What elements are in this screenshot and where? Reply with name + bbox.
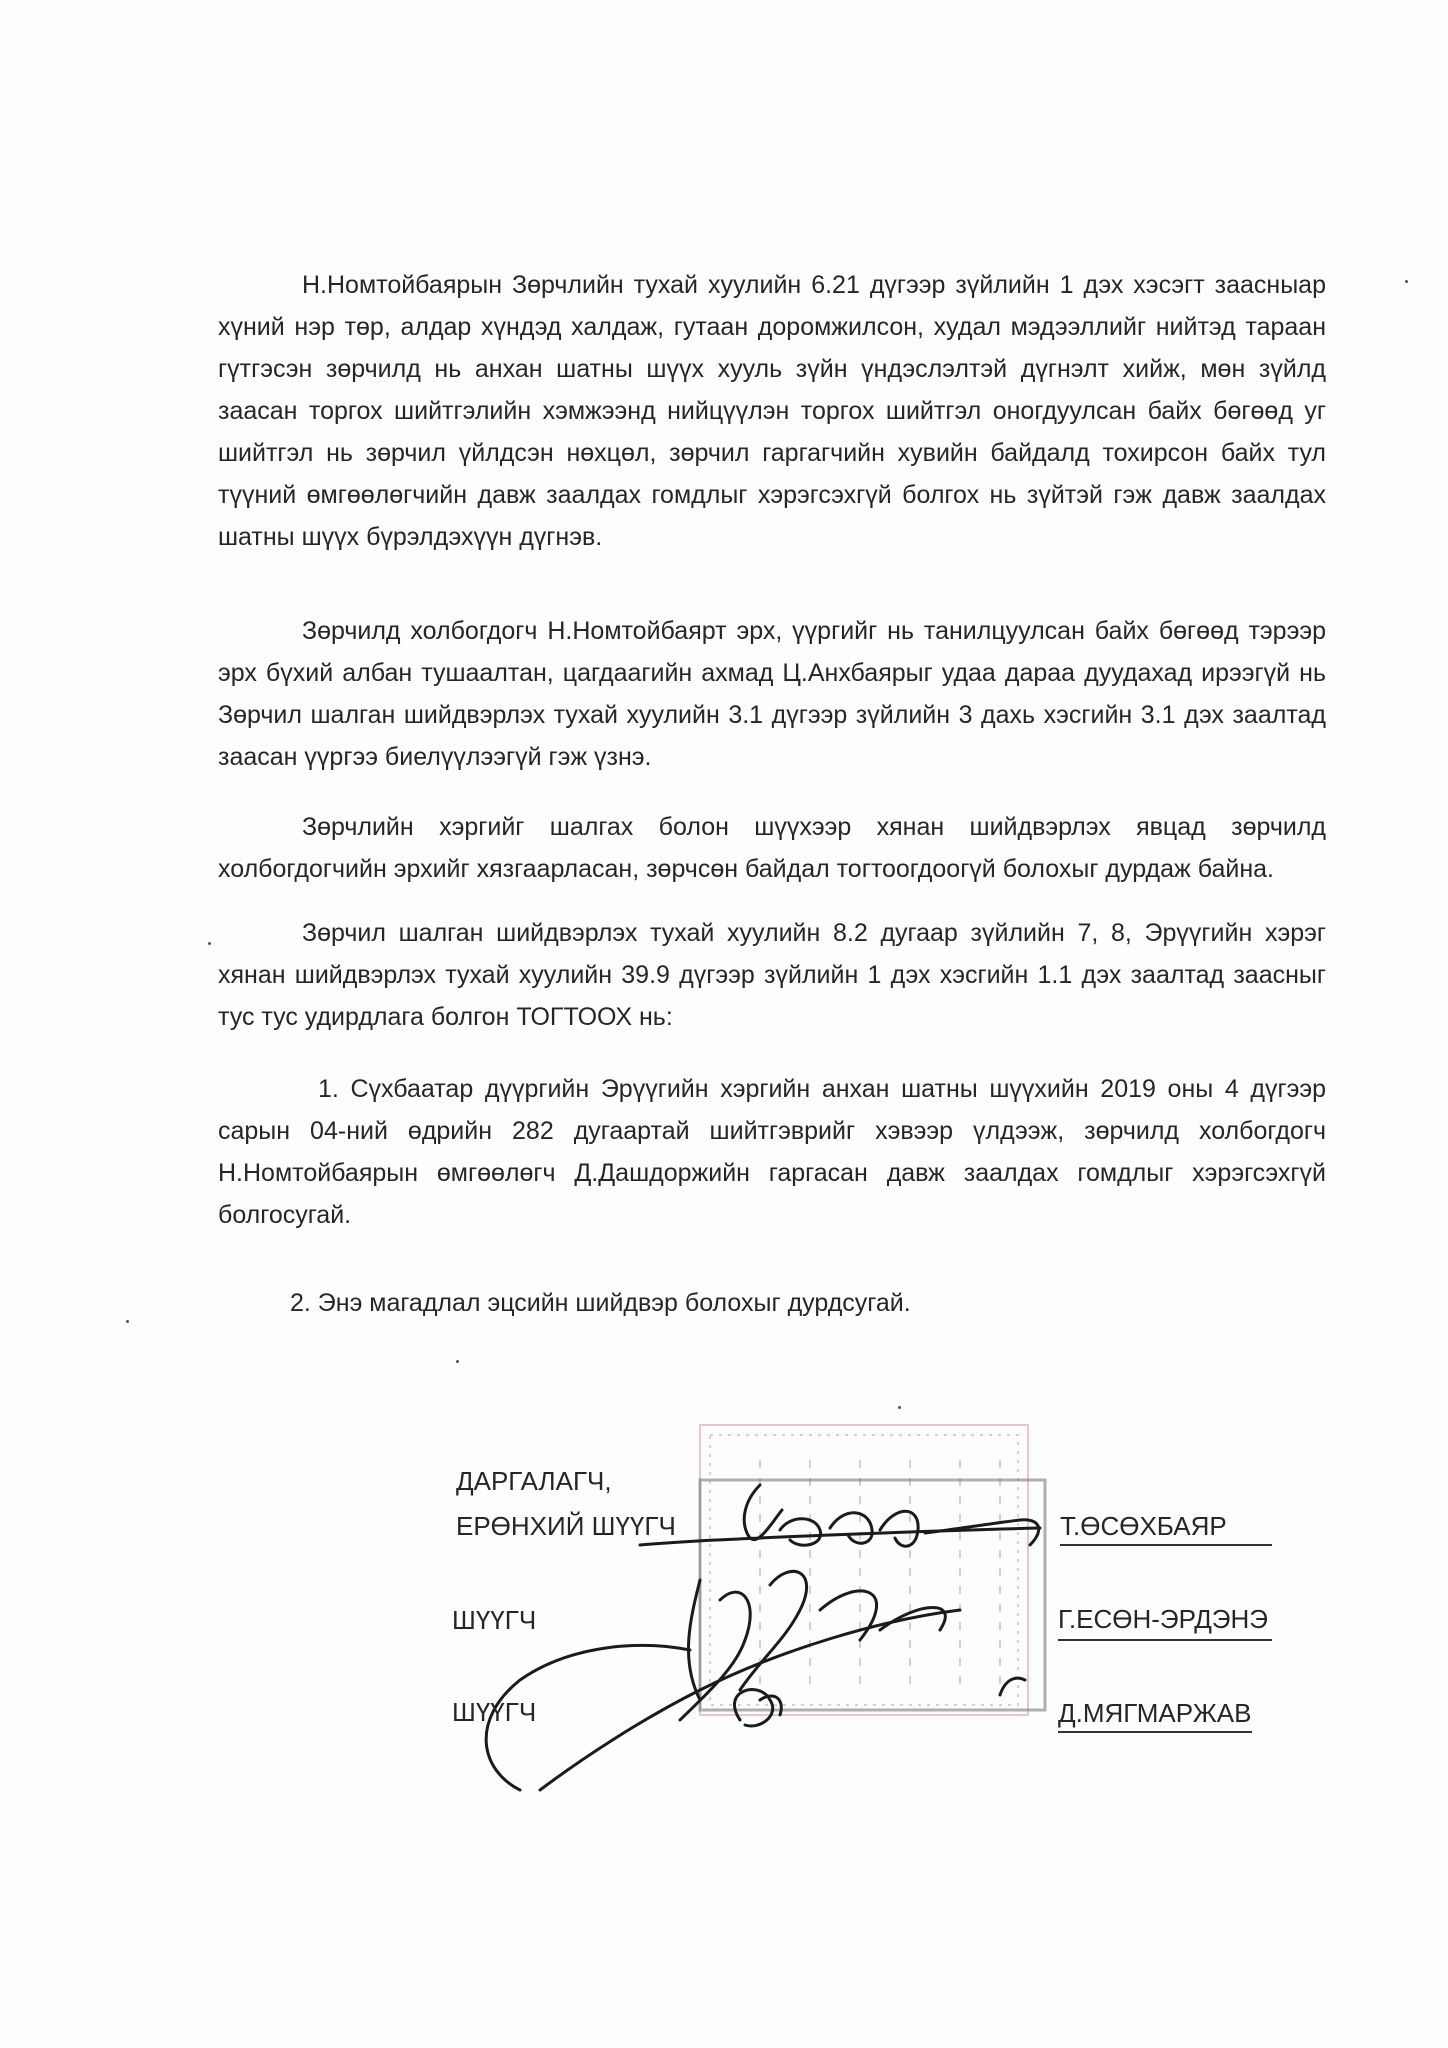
scan-speck — [1405, 280, 1408, 283]
chair-title-line-1: ДАРГАЛАГЧ, — [456, 1466, 612, 1496]
paragraph-rights-notice: Зөрчилд холбогдогч Н.Номтойбаярт эрх, үүргийг нь танилцуулсан байх бөгөөд тэрээр эрх бүхий албан тушаалтан, цагдаагийн ахмад Ц.Анхбаярыг удаа дараа дуудахад ирээгүй нь Зөрчил шалган шийдвэрлэх тухай хуулийн 3.1 дүгээр зүйлийн 3 дахь хэсгийн 3.1 дэх заалтад заасан үүргээ биелүүлээгүй гэж үзнэ. — [218, 617, 1326, 771]
signature-box — [700, 1480, 1045, 1710]
ruling-item-1: 1. Сүхбаатар дүүргийн Эрүүгийн хэргийн анхан шатны шүүхийн 2019 оны 4 дүгээр сарын 04-ний өдрийн 282 дугаартай шийтгэврийг хэвээр үлдээж, зөрчилд холбогдогч Н.Номтойбаярын өмгөөлөгч Д.Дашдоржийн гаргасан давж заалдах гомдлыг хэрэгсэхгүй болгосугай. — [218, 1075, 1326, 1229]
judge2-signature — [734, 1678, 1025, 1726]
paragraph-legal-basis: Зөрчил шалган шийдвэрлэх тухай хуулийн 8.2 дугаар зүйлийн 7, 8, Эрүүгийн хэрэг хянан шийдвэрлэх тухай хуулийн 39.9 дүгээр зүйлийн 1 дэх хэсгийн 1.1 дэх заалтад заасныг тус тус удирдлага болгон ТОГТООХ нь: — [218, 919, 1326, 1031]
judge1-name: Г.ЕСӨН-ЭРДЭНЭ — [1058, 1604, 1268, 1634]
judge1-signature — [486, 1571, 960, 1790]
chair-signature — [640, 1485, 1040, 1546]
paragraph-decision-reasoning: Н.Номтойбаярын Зөрчлийн тухай хуулийн 6.21 дүгээр зүйлийн 1 дэх хэсэгт заасныар хүний нэр төр, алдар хүндэд халдаж, гутаан доромжилсон, худал мэдээллийг нийтэд тараан гүтгэсэн зөрчилд нь анхан шатны шүүх хууль зүйн үндэслэлтэй дүгнэлт хийж, мөн зүйлд заасан торгох шийтгэлийн хэмжээнд нийцүүлэн торгох шийтгэл оногдуулсан байх бөгөөд уг шийтгэл нь зөрчил үйлдсэн нөхцөл, зөрчил гаргагчийн хувийн байдалд тохирсон байх тул түүний өмгөөлөгчийн давж заалдах гомдлыг хэрэгсэхгүй болгох нь зүйтэй гэж давж заалдах шатны шүүх бүрэлдэхүүн дүгнэв. — [218, 271, 1326, 551]
scan-speck — [456, 1360, 459, 1363]
chair-title-line-2: ЕРӨНХИЙ ШҮҮГЧ — [456, 1511, 676, 1541]
ruling-item-2: 2. Энэ магадлал эцсийн шийдвэр болохыг дурдсугай. — [290, 1289, 911, 1317]
judge1-title: ШҮҮГЧ — [452, 1605, 537, 1635]
chair-name: Т.ӨСӨХБАЯР — [1060, 1511, 1227, 1541]
scan-speck — [898, 1406, 901, 1409]
court-stamp — [700, 1425, 1028, 1715]
judge2-name: Д.МЯГМАРЖАВ — [1058, 1698, 1252, 1728]
paragraph-no-violation: Зөрчлийн хэргийг шалгах болон шүүхээр хянан шийдвэрлэх явцад зөрчилд холбогдогчийн эрхийг хязгаарласан, зөрчсөн байдал тогтоогдоогүй болохыг дурдаж байна. — [218, 813, 1326, 883]
judge2-title: ШҮҮГЧ — [452, 1697, 537, 1727]
scan-speck — [208, 942, 211, 945]
scan-speck — [126, 1320, 129, 1323]
